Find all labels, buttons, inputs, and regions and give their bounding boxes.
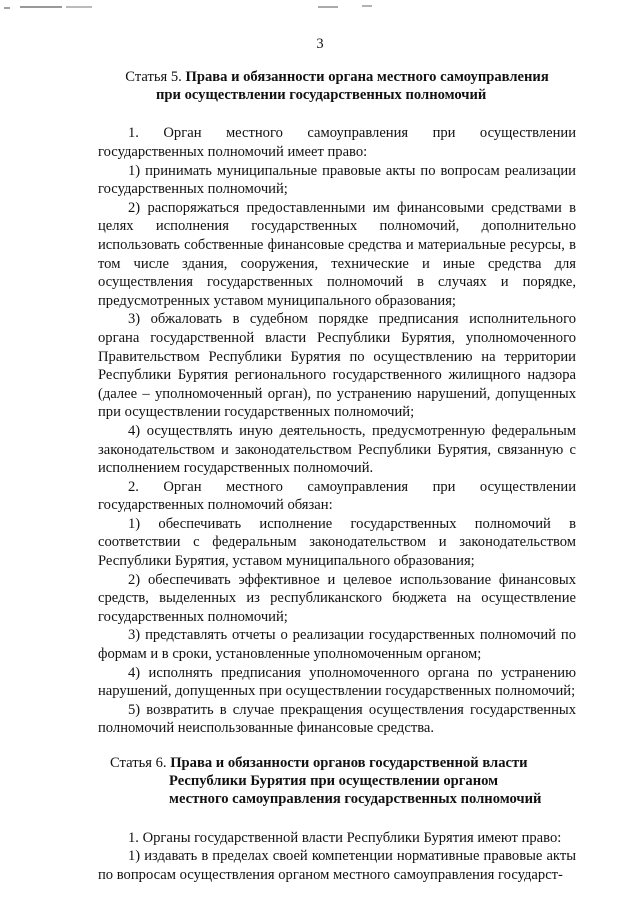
document-body <box>98 68 576 884</box>
scan-artifact-marks <box>0 0 640 14</box>
article-5-heading <box>98 68 576 104</box>
article-5-paragraph: 2) обеспечивать эффективное и целевое использование финансовых средств, выделенных из республиканского бюджета на осуществление государственных полномочий; <box>98 571 576 625</box>
article-5-paragraph: 1) обеспечивать исполнение государственных полномочий в соответствии с федеральным законодательством и законодательством Республики Бурятия, уставом муниципального образования; <box>98 515 576 570</box>
article-5-paragraph: 3) представлять отчеты о реализации государственных полномочий по формам и в сроки, установленные уполномоченным органом; <box>98 627 576 663</box>
article-6-heading <box>98 754 576 809</box>
article-5-paragraph: 4) осуществлять иную деятельность, предусмотренную федеральным законодательством и законодательством Республики Бурятия, связанную с исполнением государственных полномочий. <box>98 422 576 477</box>
article-5-label: Статья 5. <box>125 69 182 85</box>
article-5-paragraph: 2) распоряжаться предоставленными им финансовыми средствами в целях исполнения государственных полномочий, дополнительно использовать собственные финансовые средства и материальные ресурсы, в том числе здания, сооружения, технические и иные средства для осуществления государственных полномочий в случаях и порядке, предусмотренных уставом муниципального образования; <box>98 199 576 309</box>
article-6-label: Статья 6. <box>110 755 167 771</box>
article-5-paragraph: 2. Орган местного самоуправления при осуществлении государственных полномочий обязан: <box>98 478 576 514</box>
article-5-paragraph: 1. Орган местного самоуправления при осуществлении государственных полномочий имеет право: <box>98 125 576 160</box>
article-5-paragraph: 1) принимать муниципальные правовые акты по вопросам реализации государственных полномочий; <box>98 162 576 198</box>
article-6-paragraph: 1) издавать в пределах своей компетенции нормативные правовые акты по вопросам осуществления органом местного самоуправления государст- <box>98 848 576 883</box>
article-5-paragraph: 3) обжаловать в судебном порядке предписания исполнительного органа государственной власти Республики Бурятия, уполномоченного Правительством Республики Бурятия по осуществлению на территории Республики Бурятия регионального государственного жилищного надзора (далее – уполномоченный орган), по устранению нарушений, допущенных при осуществлении государственных полномочий; <box>98 311 576 421</box>
article-5-title-line1: Права и обязанности органа местного самоуправления <box>185 69 549 85</box>
article-5-paragraph: 4) исполнять предписания уполномоченного органа по устранению нарушений, допущенных при осуществлении государственных полномочий; <box>98 664 576 700</box>
article-6-paragraph: 1. Органы государственной власти Республики Бурятия имеют право: <box>128 829 562 846</box>
article-6-title-line3: местного самоуправления государственных полномочий <box>169 791 542 808</box>
article-6-title-line1: Права и обязанности органов государственной власти <box>170 755 528 771</box>
article-5-paragraph: 5) возвратить в случае прекращения осуществления государственных полномочий неиспользованные финансовые средства. <box>98 701 576 737</box>
article-5-title-line2: при осуществлении государственных полномочий <box>156 87 487 104</box>
page-number: 3 <box>316 36 324 52</box>
article-6-title-line2: Республики Бурятия при осуществлении органом <box>169 773 499 790</box>
